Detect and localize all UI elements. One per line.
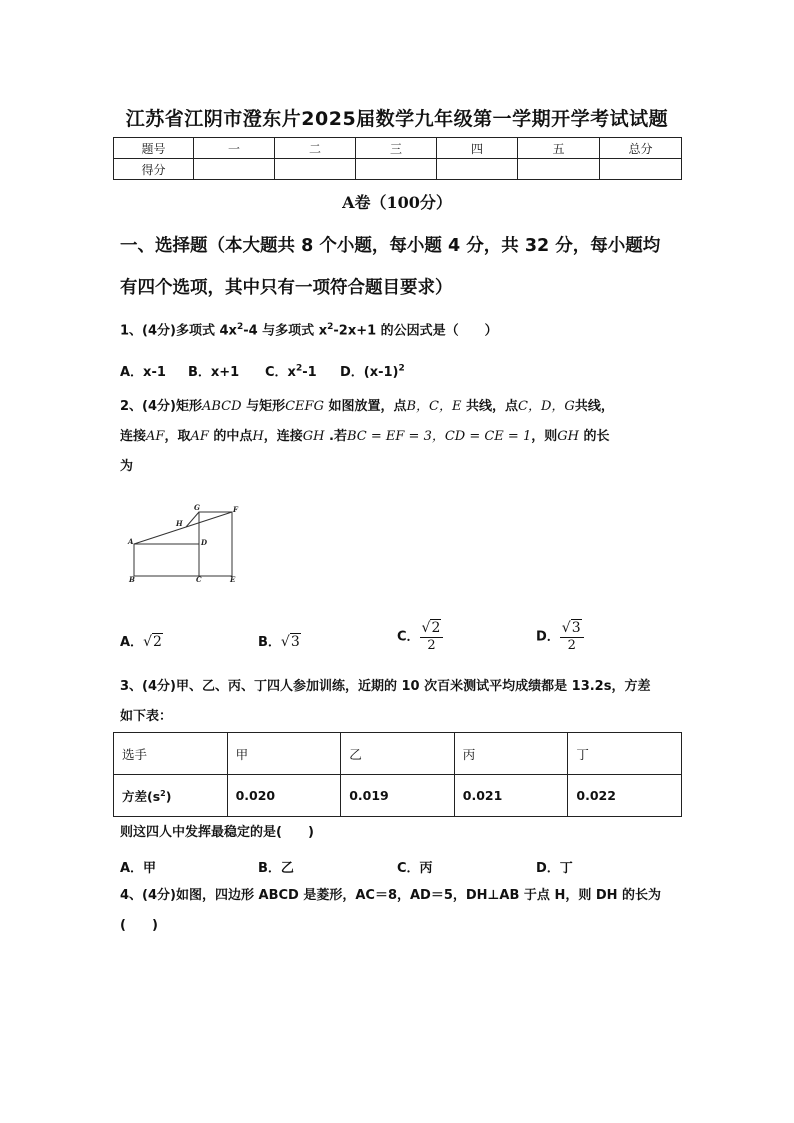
score-cell: 五 bbox=[518, 138, 600, 159]
question-line: 如下表： bbox=[120, 709, 173, 724]
question-text: .若 bbox=[329, 429, 347, 444]
label-b: B bbox=[129, 575, 135, 584]
option-label: B． bbox=[258, 635, 281, 650]
question-line: ( ) bbox=[120, 918, 158, 933]
table-cell: 0.020 bbox=[227, 775, 341, 817]
denominator: 2 bbox=[427, 638, 436, 653]
score-cell: 四 bbox=[437, 138, 518, 159]
row-label: ) bbox=[165, 788, 172, 804]
rectangle-abcd bbox=[134, 544, 199, 576]
label-e: E bbox=[230, 575, 236, 584]
question-text: -2x+1 的公因式是（ ） bbox=[333, 323, 498, 339]
sqrt-expression: √2 bbox=[421, 620, 441, 636]
question-text: ，取 bbox=[164, 429, 191, 444]
question-text: 矩形 bbox=[175, 399, 202, 414]
score-table bbox=[113, 137, 682, 180]
label-d: D bbox=[201, 538, 208, 547]
table-cell: 0.019 bbox=[341, 775, 455, 817]
q1-option-a[interactable]: A．x-1 bbox=[120, 365, 166, 380]
label-c: C bbox=[196, 575, 202, 584]
table-cell: 乙 bbox=[341, 733, 455, 775]
label-a: A bbox=[128, 537, 134, 546]
q3-question-line: 则这四人中发挥最稳定的是( ) bbox=[120, 825, 314, 840]
label-h: H bbox=[176, 519, 183, 528]
question-1 bbox=[120, 312, 685, 346]
radicand: 3 bbox=[571, 620, 581, 636]
q3-option-c[interactable]: C．丙 bbox=[397, 861, 433, 876]
question-line bbox=[120, 422, 685, 452]
question-line bbox=[120, 672, 685, 702]
table-cell: 0.021 bbox=[454, 775, 568, 817]
q2-option-b[interactable] bbox=[258, 631, 301, 650]
sqrt-expression: √3 bbox=[561, 620, 581, 636]
sqrt-expression: √3 bbox=[280, 634, 300, 650]
score-cell: 一 bbox=[194, 138, 275, 159]
question-text: 的中点 bbox=[213, 429, 253, 444]
q1-option-d[interactable] bbox=[340, 361, 405, 380]
question-number: 2、(4分) bbox=[120, 399, 176, 414]
q3-option-b[interactable]: B．乙 bbox=[258, 861, 294, 876]
option-label: A． bbox=[120, 635, 144, 650]
q3-option-d[interactable]: D．丁 bbox=[536, 861, 573, 876]
score-table-header-row bbox=[114, 138, 682, 159]
score-cell[interactable] bbox=[356, 159, 437, 180]
question-number: 3、(4分) bbox=[120, 679, 176, 694]
score-table-score-row bbox=[114, 159, 682, 180]
math-text: CEFG bbox=[285, 399, 324, 414]
q2-geometry-figure bbox=[120, 500, 245, 590]
math-text: AF bbox=[146, 429, 165, 444]
question-text: 如图，四边形 ABCD 是菱形，AC＝8，AD＝5，DH⊥AB 于点 H，则 DH 的长为 bbox=[175, 888, 662, 903]
score-cell[interactable] bbox=[437, 159, 518, 180]
row-label: 方差(s bbox=[122, 788, 161, 804]
question-text: 的长 bbox=[583, 429, 610, 444]
question-text: ，则 bbox=[531, 429, 558, 444]
score-cell[interactable] bbox=[194, 159, 275, 180]
table-cell: 选手 bbox=[114, 733, 228, 775]
q2-option-d[interactable] bbox=[536, 620, 584, 654]
label-g: G bbox=[194, 503, 200, 512]
fraction bbox=[560, 620, 584, 654]
score-cell[interactable] bbox=[275, 159, 356, 180]
question-line bbox=[120, 392, 685, 422]
denominator: 2 bbox=[567, 638, 576, 653]
question-number: 4、(4分) bbox=[120, 888, 176, 903]
score-cell[interactable] bbox=[600, 159, 682, 180]
math-text: C，D，G bbox=[518, 399, 575, 414]
radicand: 2 bbox=[431, 620, 441, 636]
option-text: -1 bbox=[302, 365, 317, 380]
question-text: -4 与多项式 x bbox=[243, 323, 328, 339]
question-line bbox=[120, 881, 685, 911]
question-text: 共线， bbox=[574, 399, 614, 414]
section-heading-line2: 有四个选项，其中只有一项符合题目要求） bbox=[120, 278, 453, 298]
label-f: F bbox=[233, 505, 238, 514]
q2-option-c[interactable] bbox=[397, 620, 443, 654]
superscript: 2 bbox=[295, 363, 303, 374]
question-text: 连接 bbox=[120, 429, 147, 444]
section-heading-line1: 一、选择题（本大题共 8 个小题，每小题 4 分，共 32 分，每小题均 bbox=[120, 236, 661, 256]
variance-table-value-row bbox=[114, 775, 682, 817]
math-text: ABCD bbox=[202, 399, 242, 414]
option-text: D．(x-1) bbox=[340, 365, 399, 380]
math-text: AF bbox=[190, 429, 209, 444]
superscript: 2 bbox=[236, 322, 244, 332]
radicand: 2 bbox=[152, 634, 162, 650]
numerator bbox=[420, 620, 444, 638]
q1-option-b[interactable]: B．x+1 bbox=[188, 365, 240, 380]
score-cell: 总分 bbox=[600, 138, 682, 159]
table-cell: 甲 bbox=[227, 733, 341, 775]
sqrt-expression: √2 bbox=[143, 634, 162, 650]
exam-title: 江苏省江阴市澄东片2025届数学九年级第一学期开学考试试题 bbox=[125, 108, 669, 130]
math-text: GH bbox=[557, 429, 579, 444]
table-cell: 丁 bbox=[568, 733, 682, 775]
q3-option-a[interactable]: A．甲 bbox=[120, 861, 157, 876]
score-cell: 得分 bbox=[114, 159, 194, 180]
question-2 bbox=[120, 392, 685, 482]
question-text: 与矩形 bbox=[246, 399, 286, 414]
question-text: 多项式 4x bbox=[175, 323, 237, 339]
table-cell: 0.022 bbox=[568, 775, 682, 817]
question-number: 1、(4分) bbox=[120, 323, 176, 339]
option-text: C．x bbox=[265, 365, 296, 380]
question-text: ，连接 bbox=[263, 429, 303, 444]
option-label: C． bbox=[397, 629, 420, 645]
radicand: 3 bbox=[290, 634, 300, 650]
paper-section-heading: A卷（100分） bbox=[342, 193, 452, 212]
score-cell: 二 bbox=[275, 138, 356, 159]
score-cell: 三 bbox=[356, 138, 437, 159]
math-text: GH bbox=[302, 429, 325, 444]
score-cell[interactable] bbox=[518, 159, 600, 180]
superscript: 2 bbox=[398, 363, 405, 374]
math-text: B，C，E bbox=[406, 399, 462, 414]
question-3 bbox=[120, 672, 685, 732]
table-cell: 丙 bbox=[454, 733, 568, 775]
fraction bbox=[420, 620, 444, 654]
table-cell bbox=[114, 775, 228, 817]
superscript: 2 bbox=[327, 322, 334, 332]
option-label: D． bbox=[536, 629, 560, 645]
question-line: 为 bbox=[120, 459, 134, 474]
superscript: 2 bbox=[160, 788, 166, 798]
q2-option-a[interactable] bbox=[120, 631, 163, 650]
score-cell: 题号 bbox=[114, 138, 194, 159]
question-text: 甲、乙、丙、丁四人参加训练，近期的 10 次百米测试平均成绩都是 13.2s，方差 bbox=[175, 679, 651, 694]
segment-af bbox=[134, 512, 232, 544]
variance-table bbox=[113, 732, 682, 817]
q1-option-c[interactable] bbox=[265, 361, 317, 380]
question-text: 共线，点 bbox=[466, 399, 519, 414]
numerator bbox=[560, 620, 584, 638]
math-text: H bbox=[252, 429, 264, 444]
question-4 bbox=[120, 881, 685, 941]
math-text: BC = EF = 3，CD = CE = 1 bbox=[347, 429, 532, 444]
variance-table-header-row bbox=[114, 733, 682, 775]
question-text: 如图放置，点 bbox=[328, 399, 407, 414]
